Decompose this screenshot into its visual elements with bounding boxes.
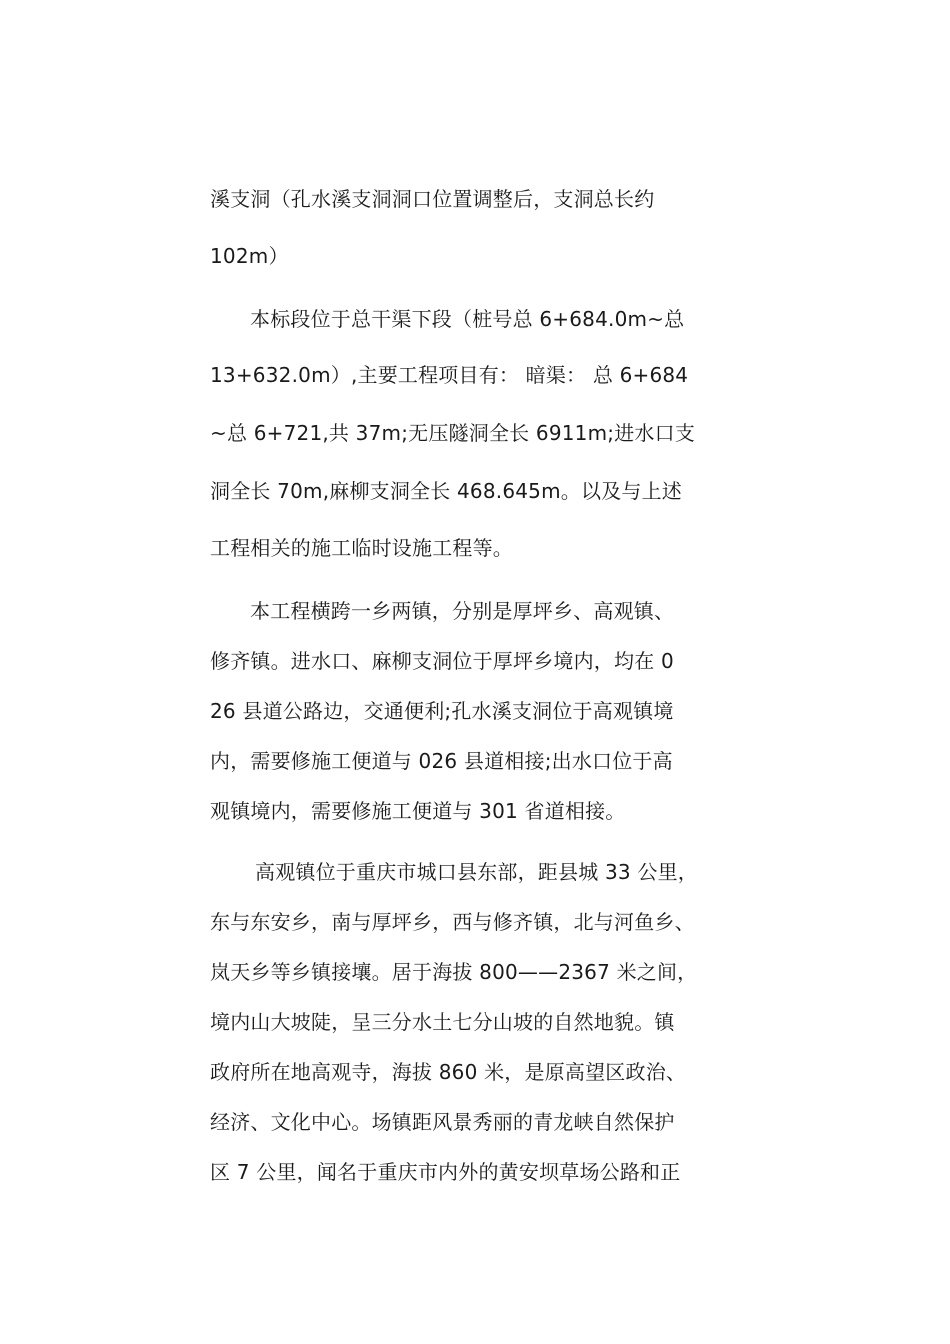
text-line: 政府所在地高观寺，海拔 860 米，是原高望区政治、 [210, 1060, 687, 1084]
paragraph-start-line: 本标段位于总干渠下段（桩号总 6+684.0m~总 [250, 307, 685, 331]
text-line: 岚天乡等乡镇接壤。居于海拔 800——2367 米之间， [210, 960, 698, 984]
text-line: 修齐镇。进水口、麻柳支洞位于厚坪乡境内，均在 0 [210, 649, 674, 673]
paragraph-start-line: 高观镇位于重庆市城口县东部，距县城 33 公里， [255, 860, 698, 884]
text-line: 境内山大坡陡，呈三分水土七分山坡的自然地貌。镇 [210, 1010, 675, 1034]
text-line: 102m） [210, 244, 289, 268]
text-line: 洞全长 70m,麻柳支洞全长 468.645m。以及与上述 [210, 479, 682, 503]
text-line: 溪支洞（孔水溪支洞洞口位置调整后，支洞总长约 [210, 187, 655, 211]
text-line: 工程相关的施工临时设施工程等。 [210, 536, 513, 560]
text-line: ~总 6+721,共 37m;无压隧洞全长 6911m;进水口支 [210, 421, 696, 445]
text-line: 东与东安乡，南与厚坪乡，西与修齐镇，北与河鱼乡、 [210, 910, 695, 934]
text-line: 13+632.0m）,主要工程项目有： 暗渠： 总 6+684 [210, 363, 689, 387]
text-line: 26 县道公路边，交通便利;孔水溪支洞位于高观镇境 [210, 699, 674, 723]
paragraph-start-line: 本工程横跨一乡两镇，分别是厚坪乡、高观镇、 [250, 599, 675, 623]
text-line: 经济、文化中心。场镇距风景秀丽的青龙峡自然保护 [210, 1110, 675, 1134]
text-line: 区 7 公里，闻名于重庆市内外的黄安坝草场公路和正 [210, 1160, 681, 1184]
text-line: 观镇境内，需要修施工便道与 301 省道相接。 [210, 799, 626, 823]
text-line: 内，需要修施工便道与 026 县道相接;出水口位于高 [210, 749, 673, 773]
